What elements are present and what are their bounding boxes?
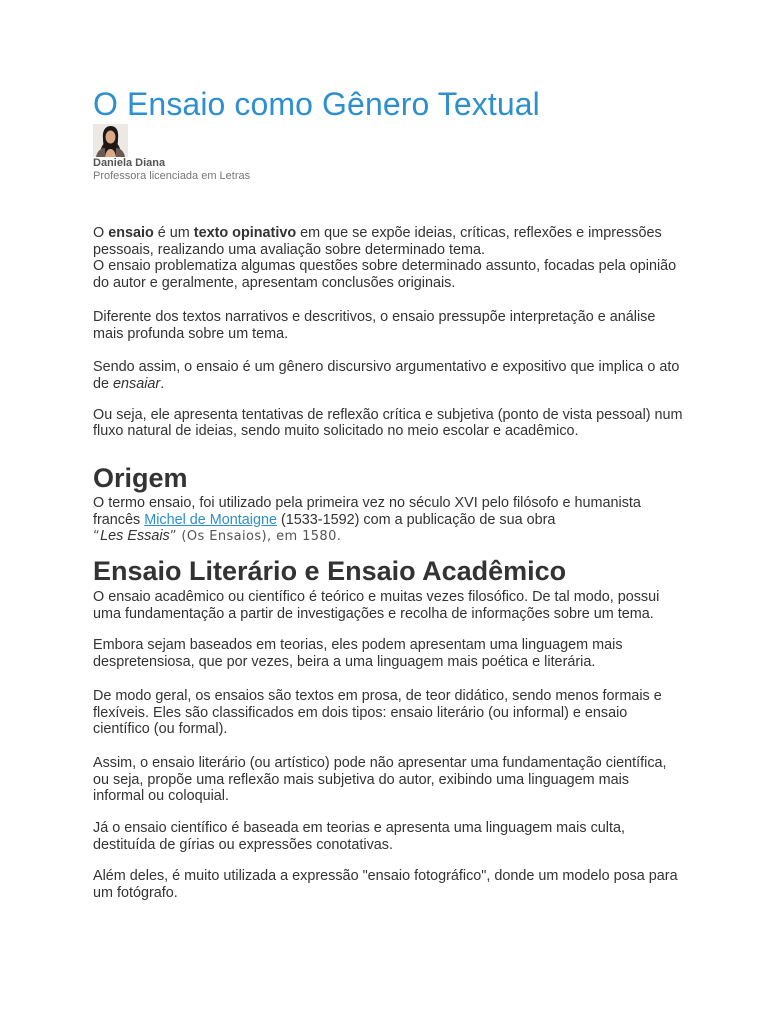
bold-term-ensaio: ensaio — [108, 225, 154, 241]
intro-paragraph-2: Diferente dos textos narrativos e descritivos, o ensaio pressupõe interpretação e análise mais profunda sobre um tema. — [93, 308, 656, 342]
page-title: O Ensaio como Gênero Textual — [93, 86, 540, 122]
text-run: ” (Os Ensaios), em 1580. — [169, 529, 342, 545]
open-quote: “ — [93, 529, 101, 545]
tipos-paragraph-6: Além deles, é muito utilizada a expressão "ensaio fotográfico", donde um modelo posa para um fotógrafo. — [93, 868, 678, 902]
text-run: (1533-1592) com a publicação de sua obra — [277, 511, 556, 528]
italic-term-ensaiar: ensaiar — [113, 375, 161, 392]
intro-paragraph-4: Ou seja, ele apresenta tentativas de reflexão crítica e subjetiva (ponto de vista pessoal) num fluxo natural de ideias, sendo muito solicitado no meio escolar e acadêmico. — [93, 406, 683, 440]
text-run: Sendo assim, o ensaio é um gênero discursivo argumentativo e expositivo que implica o ato de — [93, 359, 680, 392]
intro-paragraph-1 — [93, 225, 683, 258]
text-run: é um — [153, 225, 194, 241]
tipos-paragraph-3: De modo geral, os ensaios são textos em prosa, de teor didático, sendo menos formais e flexíveis. Eles são classificados em dois tipos: ensaio literário (ou informal) e ensaio científico (ou formal). — [93, 687, 662, 738]
heading-origem: Origem — [93, 463, 188, 493]
intro-paragraph-3 — [93, 359, 683, 392]
tipos-paragraph-1: O ensaio acadêmico ou científico é teórico e muitas vezes filosófico. De tal modo, possui uma fundamentação a partir de investigações e recolha de informações sobre um tema. — [93, 589, 660, 622]
tipos-paragraph-4: Assim, o ensaio literário (ou artístico) pode não apresentar uma fundamentação científica, ou seja, propõe uma reflexão mais subjetiva do autor, exibindo uma linguagem mais informal ou coloquial. — [93, 754, 667, 805]
tipos-section — [93, 589, 683, 902]
author-photo-icon — [93, 124, 128, 157]
montaigne-link[interactable]: Michel de Montaigne — [144, 511, 277, 528]
tipos-paragraph-2: Embora sejam baseados em teorias, eles podem apresentam uma linguagem mais despretensiosa, que por vezes, beira a uma linguagem mais poética e literária. — [93, 637, 623, 671]
origem-citation — [93, 529, 341, 544]
tipos-paragraph-5: Já o ensaio científico é baseada em teorias e apresenta uma linguagem mais culta, destituída de gírias ou expressões conotativas. — [93, 820, 625, 853]
intro-section — [93, 225, 683, 440]
avatar — [93, 124, 128, 157]
italic-title-les-essais: Les Essais — [100, 528, 170, 545]
origem-section — [93, 495, 683, 546]
text-run: O — [93, 225, 109, 241]
origem-paragraph-1 — [93, 495, 683, 546]
text-run: em que se expõe ideias, críticas, reflexões e impressões pessoais, realizando uma avaliação sobre determinado tema. — [93, 225, 662, 258]
text-run: O termo ensaio, foi utilizado pela primeira vez no século XVI pelo filósofo e humanista francês — [93, 495, 641, 528]
bold-term-texto-opinativo: texto opinativo — [193, 225, 297, 241]
author-role: Professora licenciada em Letras — [93, 170, 251, 182]
author-block — [93, 124, 393, 183]
heading-ensaio-literario-academico: Ensaio Literário e Ensaio Acadêmico — [93, 556, 567, 586]
text-run: . — [160, 375, 165, 392]
author-name: Daniela Diana — [93, 157, 166, 169]
intro-paragraph-1-line-2: O ensaio problematiza algumas questões sobre determinado assunto, focadas pela opinião do autor e geralmente, apresentam conclusões originais. — [93, 258, 677, 292]
